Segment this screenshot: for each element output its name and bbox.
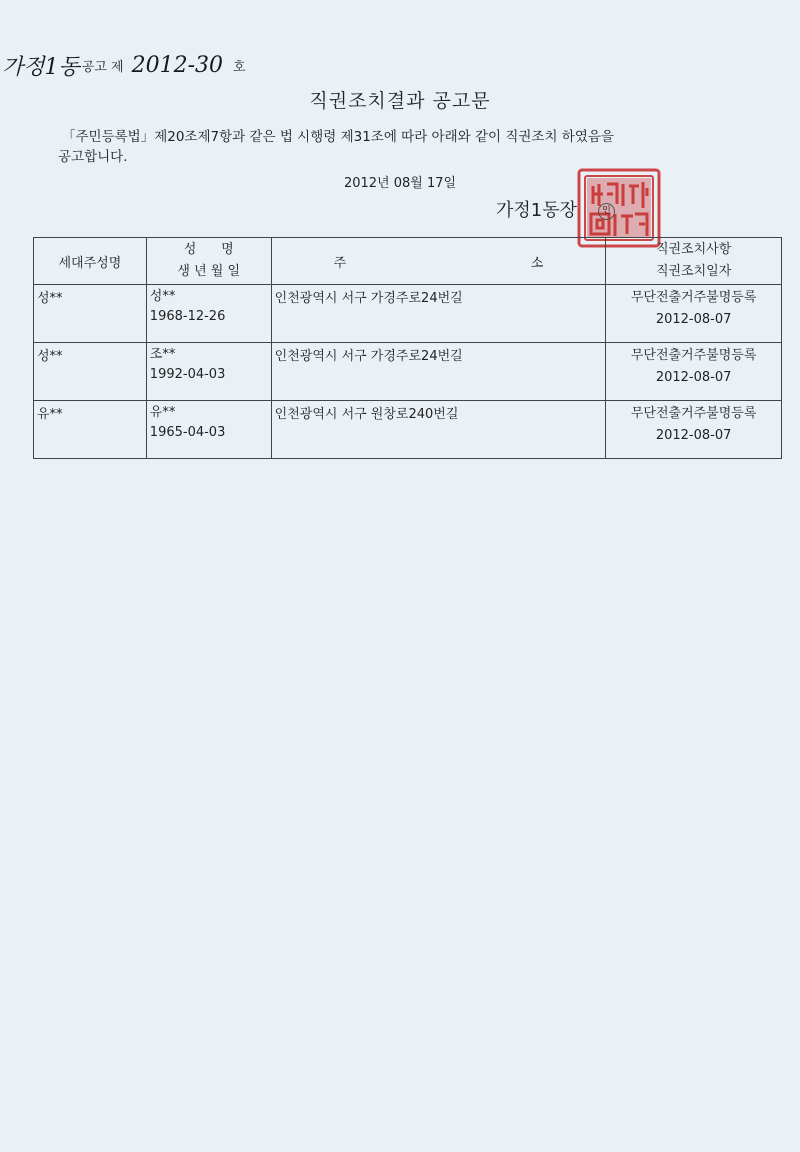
cell-address: 인천광역시 서구 가경주로24번길 <box>271 343 606 401</box>
header-name-birth <box>146 238 271 285</box>
cell-name: 조** <box>149 347 176 362</box>
header-address-right: 소 <box>530 255 544 271</box>
cell-action <box>606 285 782 343</box>
notice-prefix: 공고 제 <box>81 59 124 75</box>
header-name: 성 명 <box>183 242 234 257</box>
header-action-type: 직권조치사항 <box>655 242 732 257</box>
cell-address: 인천광역시 서구 원창로240번길 <box>271 401 606 459</box>
header-action <box>606 238 782 285</box>
handwritten-notice-number: 2012-30 <box>131 52 223 78</box>
document-title: 직권조치결과 공고문 <box>309 90 491 112</box>
header-birth: 생 년 월 일 <box>177 264 241 279</box>
table-row <box>34 285 782 343</box>
cell-birth: 1968-12-26 <box>149 309 226 324</box>
cell-action-type: 무단전출거주불명등록 <box>630 290 757 305</box>
cell-name-birth <box>146 343 271 401</box>
cell-action <box>606 343 782 401</box>
cell-householder: 성** <box>34 343 147 401</box>
cell-householder: 유** <box>34 401 147 459</box>
cell-action <box>606 401 782 459</box>
cell-name-birth <box>146 401 271 459</box>
cell-address: 인천광역시 서구 가경주로24번길 <box>271 285 606 343</box>
cell-birth: 1992-04-03 <box>149 367 226 382</box>
header-householder: 세대주성명 <box>34 238 147 285</box>
header-action-date: 직권조치일자 <box>655 264 732 279</box>
notice-suffix: 호 <box>233 59 246 75</box>
header-address-left: 주 <box>333 255 347 271</box>
table-header-row <box>34 238 782 285</box>
cell-name: 성** <box>149 289 176 304</box>
records-table <box>33 237 782 459</box>
body-line-1: 「주민등록법」제20조제7항과 같은 법 시행령 제31조에 따라 아래와 같이 직권조치 하였음을 <box>62 129 614 145</box>
notice-number-line <box>2 50 246 80</box>
cell-name: 유** <box>149 405 176 420</box>
header-address <box>271 238 606 285</box>
seal-mark: 인 <box>598 203 615 220</box>
cell-action-date: 2012-08-07 <box>655 428 732 443</box>
cell-householder: 성** <box>34 285 147 343</box>
cell-action-date: 2012-08-07 <box>655 312 732 327</box>
handwritten-dept: 가정1동 <box>2 54 80 80</box>
cell-name-birth <box>146 285 271 343</box>
cell-action-type: 무단전출거주불명등록 <box>630 348 757 363</box>
cell-action-date: 2012-08-07 <box>655 370 732 385</box>
cell-action-type: 무단전출거주불명등록 <box>630 406 757 421</box>
body-text <box>58 127 758 167</box>
signer-title: 가정1동장 <box>496 200 578 221</box>
notice-date: 2012년 08월 17일 <box>343 176 457 191</box>
cell-birth: 1965-04-03 <box>149 425 226 440</box>
table-row <box>34 343 782 401</box>
body-line-2: 공고합니다. <box>58 149 128 165</box>
table-row <box>34 401 782 459</box>
